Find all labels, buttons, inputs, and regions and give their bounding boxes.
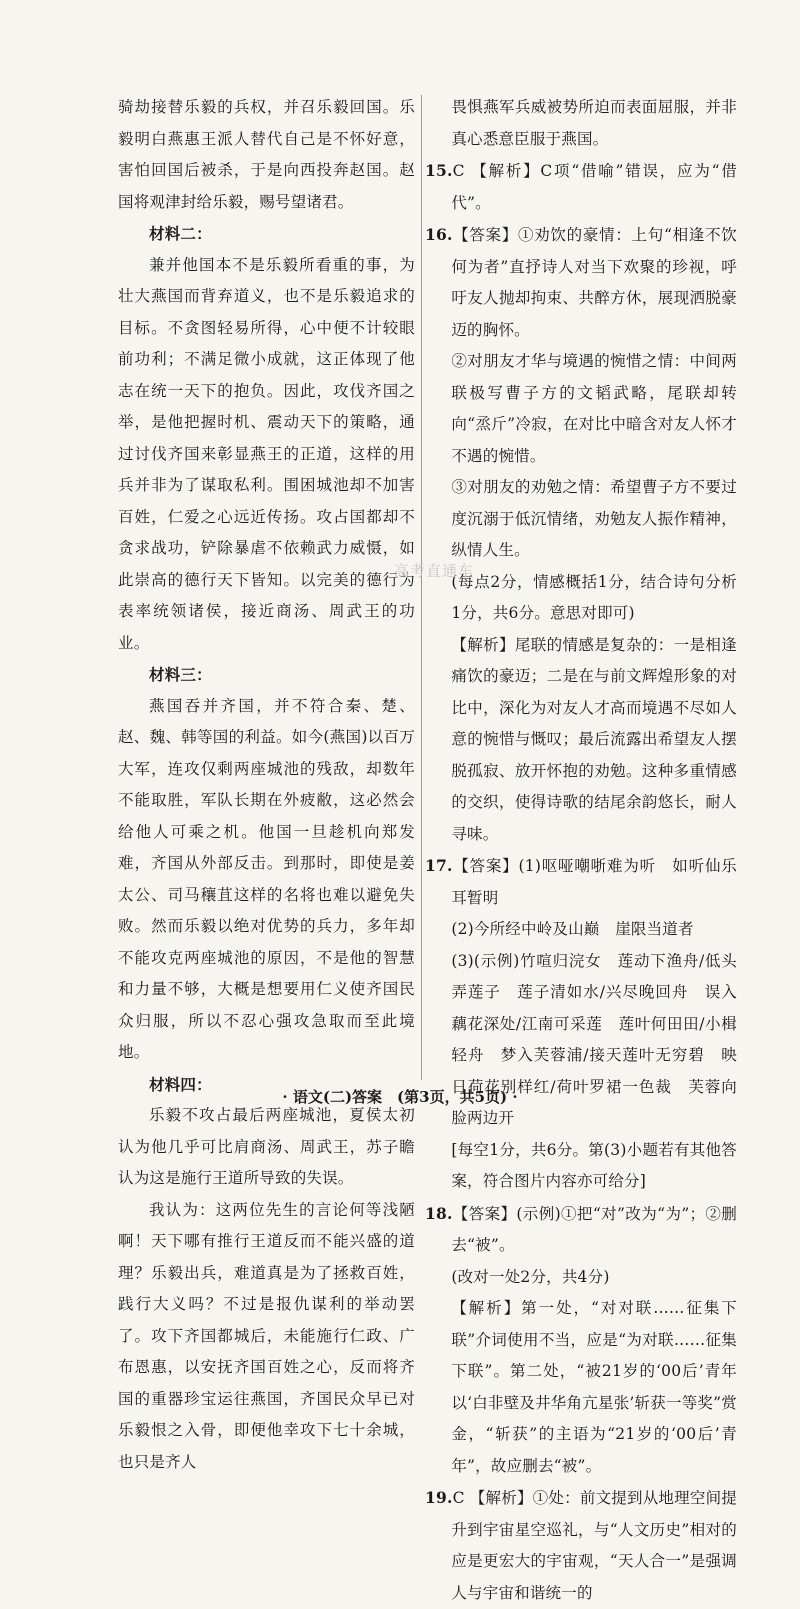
question-number: 19. [425, 1488, 453, 1507]
material-2-heading: 材料二： [149, 224, 212, 243]
watermark: 高考直通车 [394, 562, 475, 580]
question-18-scoring: (改对一处2分，共4分) [451, 1267, 610, 1286]
page-footer: · 语文(二)答案 (第3页，共5页) · [282, 1088, 518, 1106]
question-16-answer-1: 【答案】①劝饮的豪情：上句“相逢不饮何为者”直抒诗人对当下欢聚的珍视，呼吁友人抛却拘束、共醉方休，展现洒脱豪迈的胸怀。 [451, 226, 737, 339]
question-number: 15. [425, 161, 453, 180]
question-17 [425, 850, 737, 914]
question-16-scoring: (每点2分，情感概括1分，结合诗句分析1分，共6分。意思对即可) [451, 572, 737, 622]
question-number: 18. [425, 1203, 453, 1223]
question-19-answer: C 【解析】①处：前文提到从地理空间提升到宇宙星空巡礼，与“人文历史”相对的应是更宏大的宇宙观，“天人合一”是强调人与宇宙和谐统一的 [451, 1489, 737, 1602]
question-16 [425, 219, 737, 346]
question-17-answer-1: 【答案】(1)呕哑嘲哳难为听 如听仙乐耳暂明 [451, 857, 737, 907]
material-4-text-2: 我认为：这两位先生的言论何等浅陋啊！天下哪有推行王道反而不能兴盛的道理？乐毅出兵，难道真是为了拯救百姓，践行大义吗？不过是报仇谋利的举动罢了。攻下齐国都城后，未能施行仁政、广布恩惠，以安抚齐国百姓之心，反而将齐国的重器珍宝运往燕国，齐国民众早已对乐毅恨之入骨，即便他幸攻下七十余城，也只是齐人 [118, 1200, 415, 1471]
right-column [425, 92, 737, 1609]
material-3-text: 燕国吞并齐国，并不符合秦、楚、赵、魏、韩等国的利益。如今(燕国)以百万大军，连攻仅剩两座城池的残敌，却数年不能取胜，军队长期在外疲敝，这必然会给他人可乘之机。他国一旦趁机向郑发难，齐国从外部反击。到那时，即使是姜太公、司马穰苴这样的名将也难以避免失败。然而乐毅以绝对优势的兵力，多年却不能攻克两座城池的原因，不是他的智慧和力量不够，大概是想要用仁义使齐国民众归服，所以不忍心强攻急取而至此境地。 [118, 696, 415, 1061]
column-divider [421, 95, 422, 1080]
question-number: 17. [425, 856, 453, 875]
question-16-answer-2: ②对朋友才华与境遇的惋惜之情：中间两联极写曹子方的文韬武略，尾联却转向“烝斤”冷寂，在对比中暗含对友人怀才不遇的惋惜。 [451, 352, 737, 465]
material-3-heading: 材料三： [149, 665, 212, 684]
question-19 [425, 1482, 737, 1609]
question-15 [425, 155, 737, 219]
question-17-scoring: [每空1分，共6分。第(3)小题若有其他答案，符合图片内容亦可给分] [451, 1140, 737, 1190]
material-2-text: 兼并他国本不是乐毅所看重的事，为壮大燕国而背弃道义，也不是乐毅追求的目标。不贪图轻易所得，心中便不计较眼前功利；不满足微小成就，这正体现了他志在统一天下的抱负。因此，攻伐齐国之举，是他把握时机、震动天下的策略，通过讨伐齐国来彰显燕王的正道，这样的用兵并非为了谋取私利。围困城池却不加害百姓，仁爱之心远近传扬。攻占国都却不贪求战功，铲除暴虐不依赖武力威慑，如此崇高的德行天下皆知。以完美的德行为表率统领诸侯，接近商汤、周武王的功业。 [118, 255, 415, 652]
question-16-explanation: 【解析】尾联的情感是复杂的：一是相逢痛饮的豪迈；二是在与前文辉煌形象的对比中，深化为对友人才高而境遇不尽如人意的惋惜与慨叹；最后流露出希望友人摆脱孤寂、放开怀抱的劝勉。这种多重情感的交织，使得诗歌的结尾余韵悠长，耐人寻味。 [451, 635, 737, 843]
question-number: 16. [425, 225, 453, 244]
material-4-text-1: 乐毅不攻占最后两座城池，夏侯太初认为他几乎可比肩商汤、周武王，苏子瞻认为这是施行王道所导致的失误。 [118, 1106, 415, 1187]
material-4-heading: 材料四： [149, 1074, 212, 1094]
question-15-answer: C 【解析】C项“借喻”错误，应为“借代”。 [451, 162, 737, 212]
question-17-answer-2: (2)今所经中岭及山巅 崖限当道者 [451, 920, 694, 938]
left-column [118, 92, 415, 1478]
question-16-answer-3: ③对朋友的劝勉之情：希望曹子方不要过度沉溺于低沉情绪，劝勉友人振作精神，纵情人生。 [451, 478, 737, 559]
question-18-answer: 【答案】(示例)①把“对”改为“为”；②删去“被”。 [451, 1204, 737, 1254]
question-18-explanation: 【解析】第一处，“对对联……征集下联”介词使用不当，应是“为对联……征集下联”。第二处，“被21岁的‘00后’青年以‘白非壁及井华角亢星张’斩获一等奖”赏金，“斩获”的主语为“21岁的‘00后’青年”，故应删去“被”。 [451, 1299, 737, 1475]
question-18 [425, 1198, 737, 1262]
paragraph-continued: 畏惧燕军兵威被势所迫而表面屈服，并非真心悉意臣服于燕国。 [451, 98, 737, 148]
paragraph: 骑劫接替乐毅的兵权，并召乐毅回国。乐毅明白燕惠王派人替代自己是不怀好意，害怕回国后被杀，于是向西投奔赵国。赵国将观津封给乐毅，赐号望诸君。 [118, 98, 415, 211]
question-17-answer-3: (3)(示例)竹喧归浣女 莲动下渔舟/低头弄莲子 莲子清如水/兴尽晚回舟 误入藕花深处/江南可采莲 莲叶何田田/小楫轻舟 梦入芙蓉浦/接天莲叶无穷碧 映日荷花别样红/荷叶罗裙一色裁 芙蓉向脸两边开 [451, 951, 737, 1127]
